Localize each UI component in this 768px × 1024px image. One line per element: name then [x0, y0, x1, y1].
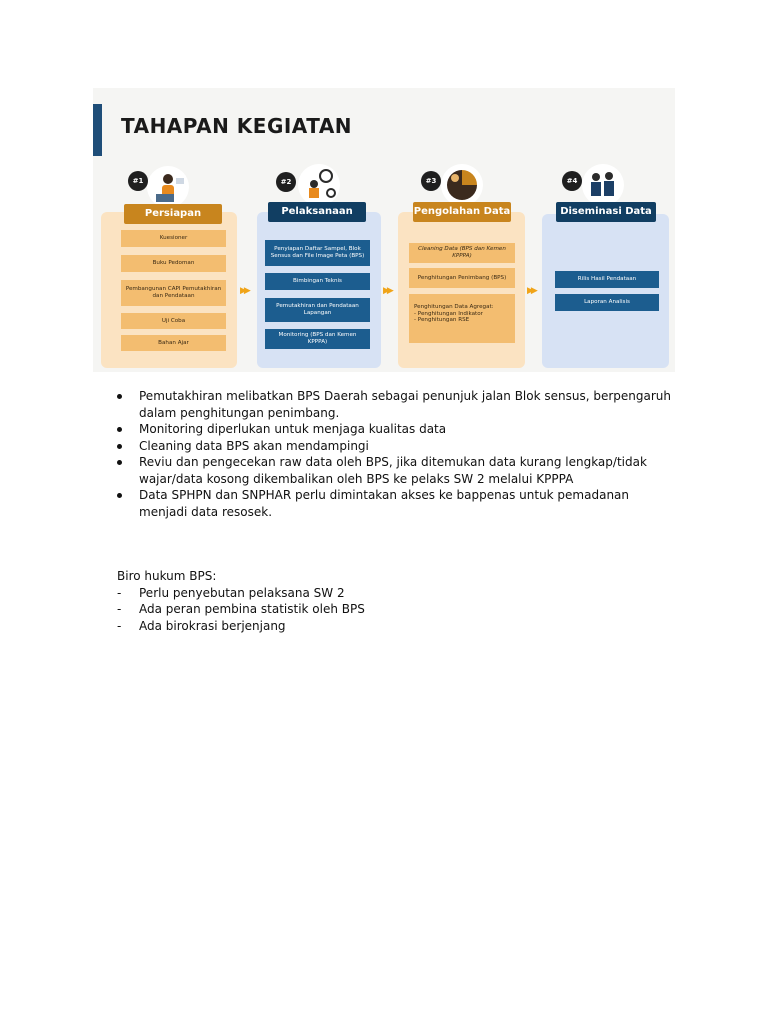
bullet-dot-icon	[117, 460, 122, 465]
bullet-dot-icon	[117, 427, 122, 432]
stage-2-badge: #2	[276, 172, 296, 192]
bullet-text: Data SPHPN dan SNPHAR perlu dimintakan akses ke bappenas untuk pemadanan menjadi data resosek.	[139, 488, 630, 519]
dash-marker: -	[117, 618, 122, 633]
dash-marker: -	[117, 602, 122, 616]
stage-4-item: Rilis Hasil Pendataan	[555, 271, 659, 288]
bullet-text: Reviu dan pengecekan raw data oleh BPS, jika ditemukan data kurang lengkap/tidak wajar/data kosong dikembalikan oleh BPS ke pelaks SW 2 melalui KPPPA	[139, 455, 647, 486]
stage-1-item: Bahan Ajar	[121, 335, 226, 351]
stage-2-item: Penyiapan Daftar Sampel, Blok Sensus dan File Image Peta (BPS)	[265, 240, 370, 266]
aggregate-line: - Penghitungan Indikator	[414, 310, 483, 317]
stage-2-illustration	[298, 164, 340, 206]
stage-2-item: Bimbingan Teknis	[265, 273, 370, 290]
stage-1-header: Persiapan	[124, 204, 222, 224]
biro-heading: Biro hukum BPS:	[117, 569, 217, 583]
stage-4-badge: #4	[562, 171, 582, 191]
stage-4-header: Diseminasi Data	[556, 202, 656, 222]
title-accent-bar	[93, 104, 102, 156]
team-gears-icon	[298, 164, 340, 206]
stage-2-header: Pelaksanaan	[268, 202, 366, 222]
dash-text: Ada birokrasi berjenjang	[139, 618, 286, 633]
biro-dash-list	[117, 585, 677, 635]
stage-1-item: Pembangunan CAPI Pemutakhiran dan Pendataan	[121, 280, 226, 306]
stage-3-header: Pengolahan Data	[413, 202, 511, 222]
bullet-item	[117, 388, 677, 421]
stage-1-item: Uji Coba	[121, 313, 226, 329]
stage-3-badge: #3	[421, 171, 441, 191]
dash-text: Ada peran pembina statistik oleh BPS	[139, 602, 365, 616]
dash-marker: -	[117, 585, 122, 600]
stage-4-item: Laporan Analisis	[555, 294, 659, 311]
stage-4-panel	[542, 214, 669, 368]
stage-3-illustration	[441, 164, 483, 206]
data-chart-icon	[441, 164, 483, 206]
bullet-text: Monitoring diperlukan untuk menjaga kualitas data	[139, 422, 447, 436]
bullet-item	[117, 454, 677, 487]
stage-2-item: Monitoring (BPS dan Kemen KPPPA)	[265, 329, 370, 349]
dash-text: Perlu penyebutan pelaksana SW 2	[139, 585, 345, 600]
stage-3-panel	[398, 212, 525, 368]
flow-arrow-icon: ▶▶	[240, 286, 248, 296]
stage-1-item: Kuesioner	[121, 230, 226, 247]
bullet-item	[117, 487, 677, 520]
flow-arrow-icon: ▶▶	[383, 286, 391, 296]
dash-item	[117, 585, 677, 602]
bullet-dot-icon	[117, 444, 122, 449]
dash-item	[117, 601, 677, 618]
notes-bullet-list	[117, 388, 677, 520]
bullet-item	[117, 421, 677, 438]
stage-1-badge: #1	[128, 171, 148, 191]
stage-1-item: Buku Pedoman	[121, 255, 226, 272]
stage-1-illustration	[147, 166, 189, 208]
bullet-item	[117, 438, 677, 455]
dash-item	[117, 618, 677, 635]
bullet-dot-icon	[117, 493, 122, 498]
stage-3-item: Cleaning Data (BPS dan Kemen KPPPA)	[409, 243, 515, 263]
infographic-title: TAHAPAN KEGIATAN	[121, 114, 353, 138]
biro-hukum-section	[117, 568, 677, 634]
bullet-text: Cleaning data BPS akan mendampingi	[139, 438, 369, 453]
aggregate-heading: Penghitungan Data Agregat:	[414, 304, 494, 310]
bullet-text: Pemutakhiran melibatkan BPS Daerah sebagai penunjuk jalan Blok sensus, berpengaruh dalam penghitungan penimbang.	[139, 389, 671, 420]
bullet-dot-icon	[117, 394, 122, 399]
stage-3-item: Penghitungan Penimbang (BPS)	[409, 268, 515, 288]
person-laptop-icon	[147, 166, 189, 208]
stage-4-illustration	[582, 164, 624, 206]
presentation-team-icon	[582, 164, 624, 206]
tahapan-kegiatan-infographic	[93, 88, 675, 372]
stage-2-item: Pemutakhiran dan Pendataan Lapangan	[265, 298, 370, 322]
stage-3-aggregate	[409, 294, 515, 343]
flow-arrow-icon: ▶▶	[527, 286, 535, 296]
aggregate-line: - Penghitungan RSE	[414, 317, 470, 324]
